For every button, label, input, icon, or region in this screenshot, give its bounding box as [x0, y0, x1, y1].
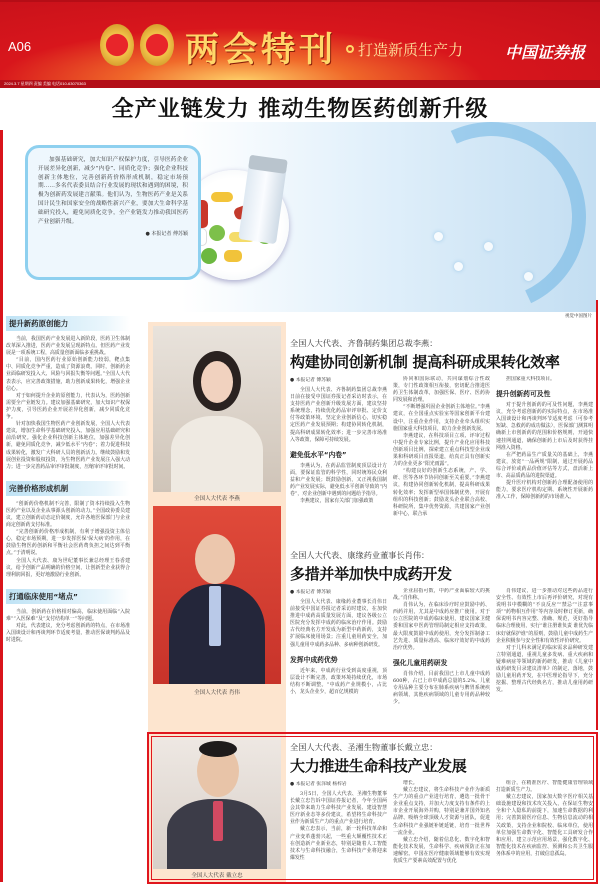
section-heading: 提升新药原创能力 — [6, 316, 130, 331]
article-column — [393, 376, 490, 526]
article-column — [496, 376, 593, 526]
paragraph: 李燕认为，在药品监管制度顶层设计方面，要保证监管的科学性，同时统筹民众利益和产业发展；既鼓励创新，又正视我国制药产业发展实际，避免低水平创新导致的“内卷”，对企业创新中遇到的问题给予指导。 — [290, 462, 387, 498]
dna-helix-icon — [369, 122, 596, 312]
page-headline: 全产业链发力 推动生物医药创新升级 — [111, 97, 489, 122]
paragraph: 肖伟建议，进一步推动对这些药品进行安全性、有效性上市后再评价研究，对现有说明书中模糊的“不良反应”“禁忌”“注意事项”“药物相互作用”等内容及时修订更新，确保说明书内容完整、准确、规范，更好指导临床合理使用，实行“谁注册谁负责 谁优先临床好就保护谁”的原则，鼓励儿童中成药生产企业积极参与安全性和有效性评价研究。 — [496, 588, 593, 644]
section-body — [6, 336, 130, 471]
paragraph: 戴立忠介绍，随着信息化、数字化和智能化技术发展，生命科学、疾病预防正在加速解密。中国在医疗健康领域能够有效实现优质生产要素高效配置与优化 — [393, 836, 490, 865]
paragraph: “创新药价格机制不完善，限制了资本持续投入生物医药产业以及企业从事源头创新的动力。”全国政协委员建议，建立创新药动态定价制度，允许各地医保部门与企业商定创新药支付标准。 — [6, 500, 130, 529]
paragraph: 提升医疗机构对创新药合理配备使用的能力，要求医疗机构定期、系统性开展新药准入工作，保障创新药的市场准入。 — [496, 480, 593, 501]
section-subtitle: 打造新质生产力 — [358, 42, 464, 59]
dateline: 2024.3.7 星期四 责编 美编 电话010-63070363 — [0, 80, 600, 88]
article-subheading: 强化儿童用药研发 — [393, 658, 448, 667]
national-emblem-icon — [100, 24, 134, 66]
molecule-dot — [484, 242, 493, 251]
paragraph: 针对加快我国生物医药产业创新发展，全国人大代表建议，增加生命科学基础研究投入，加强应用基础研究和前沿研究。强化企业科技创新主体地位，加强差异化创新，避免同质化竞争，减少低水平“内卷”；着力促进科技成果转化，激发广大科研人员的创新活力。继续鼓励和发展创业投资和股权投资，为生物医药产业发展注入强大动力；进一步完善药品审评审批制度，压缩审评审批时间。 — [6, 421, 130, 470]
paragraph: 增长。 — [403, 780, 418, 786]
photo-caption: 全国人大代表 肖伟 — [194, 690, 240, 696]
article-columns — [290, 588, 594, 716]
paragraph: “完善创新药价格形成机制，有利于增强投资主体信心，稳定市场预期，进一步发挥医保‘保大病’的作用，在鼓励生物医药创新和平衡社会医药费负担之间达到平衡点。”于清明说。 — [6, 529, 130, 557]
article-title: 构建协同创新机制 提高科研成果转化效率 — [290, 353, 560, 371]
page-border — [596, 300, 598, 730]
section-heading: 打通临床使用“堵点” — [6, 589, 130, 604]
paragraph: 对此，代表建议，充分考虑创新药的特点，在市场准入国谈设计和再谈判环节适度考量，推动医保谈判药品及时进院。 — [6, 623, 130, 644]
photo-column — [148, 322, 286, 732]
photo-caption: 全国人大代表 李燕 — [194, 496, 240, 502]
article-subheading: 提升创新药可及性 — [496, 390, 551, 399]
page-number: A06 — [8, 39, 32, 54]
paragraph: 企业屈指可数，中药产业面临较大的挑战。”肖伟称。 — [393, 588, 490, 602]
paragraph: 肖伟认为，在临床诊疗时应鼓励中药、西药并用，尤其是中成药应推广使用。对于公立医院的中成药临床使用，建议国家卫健委和国家中医药管理局制定相应支持政策，最大限度鼓励中成药使用，充分发挥制备工艺先进、质量标准高、临床疗效好的中成药治疗优势。 — [393, 602, 490, 651]
article-subheading: 避免低水平“内卷” — [290, 450, 347, 459]
paragraph: 当前，我国医药产业发展进入新阶段，医药卫生体制改革深入推进，医药产业发展呈现新特点。但医药产业发展是一项系统工程，高质量创新面临多重挑战。 — [6, 336, 130, 357]
paragraph: 协同和国际联动，共同谋划综合性政策，专门性政策相互衔接，密切配合推进医药卫生体制改革，加强医保、医疗、医药协同发展和治理。 — [393, 376, 490, 404]
paragraph: 戴立忠表示，当前，新一轮科技革命和产业变革蓬勃兴起，一些重大颠覆性技术正在创造新产业新业态，特别是随着人工智能技术与生命科技融合，生命科技产业将迎来爆发性 — [290, 826, 387, 861]
article-column — [393, 588, 490, 716]
paragraph: 全国人大代表、康为世纪董事长兼总经理王春香建议，给予创新产品明确的价格空间，让创新型企业获得合理利润回报，更好地激励行业创新。 — [6, 557, 130, 578]
photo-li-yan — [153, 326, 281, 492]
highlight-frame — [147, 732, 598, 884]
molecule-dot — [454, 262, 463, 271]
paragraph: 戴立忠建议，将生命科技产业作为新质生产力的重点产业进行培育，遴选一批骨干企业重点支持，并加大力度支持有条件的上市企业开展海外并购，特别是兼并国外知名品牌、吸纳全球顶级人才资源与团队，促进生命科技产业强链补链延链，培育一批世界一流企业。 — [393, 787, 490, 836]
paragraph: 对于提升创新药的可及性问题，李燕建议，充分考虑创新药的实际特点，在市场准入国谈设计和再谈判环节适度考虑（可参考短缺、急救药的成功做法），医保部门测算明确新上市创新药的范围和价格规则，开通快速挂网通道，确保创新药上市后及时获得挂网准入资格。 — [496, 402, 593, 451]
paragraph: 戴立忠建议，国家加大数字医疗相关基础设施建设和技术攻关投入，在保证生物安全和个人隐私的前提下，加速生命数据的利用；完善鼓励医疗信息、生物信息流动的相关政策，支持企业和院校、临床单位，使用单位加强生命数字化、智能化工具研发合作和应用，建立示范应用场景，强化数字化、智能化技术在疾病监控、预测和公共卫生服务体系中的应用，打破信息孤岛。 — [496, 794, 593, 857]
page-border — [0, 130, 3, 882]
paragraph: 肖伟介绍，目前我国已上市儿童中成药600种，占已上市中成药总量的5.2%。儿童专用品种主要分布在肺系疾病与脾胃系统疾病领域，其他疾病领域的儿童专用药品种较少。 — [393, 670, 490, 706]
paragraph: 对于如何提升企业的原创能力，代表认为，医药创新需要全产业链发力。建议加强基础研究，加大知识产权保护力度，引导医药企业开展差异化创新，减少同质化竞争。 — [6, 392, 130, 421]
intro-byline: ● 本报记者 傅苏颖 — [145, 231, 188, 238]
intro-text: 加强基础研究，加大知识产权保护力度，引导医药企业开展差异化创新，减少“内卷”、同质化竞争；强化企业科技创新主体地位，完善创新药价格形成机制，稳定市场预期……多名代表委员结合行业发展的现状和遇到的困境，积极为创新药发展建言献策。他们认为，生物医药产业是关系国计民生和国家安全的战略性新兴产业，要加大生命科学基础研究投入，避免同质化竞争，全产业链发力推动我国医药产业创新升级。 — [38, 157, 188, 225]
paragraph: 3月5日，全国人大代表、圣湘生物董事长戴立忠告诉中国证券报记者，今年全国两会其带来助力生命科技产业发展、建设智慧医疗新业态等多份建议，希望将生命科技产业作为新质生产力的重点产业进行培育。 — [290, 791, 387, 826]
paragraph: 李燕建议，在科技项目立项、评审过程中提升企业专家比例，提升产业化应用科技创新项目比例，探索建立重点科技型企业成果和科研项目直报渠道，给真正具有创新实力的企业更多“阳光雨露”。 — [393, 432, 490, 468]
article-kicker: 全国人大代表、康缘药业董事长肖伟： — [290, 550, 430, 560]
molecule-dot — [524, 272, 533, 281]
paragraph: 近年来，中成药行业受到高度重视，顶层设计不断完善，政策环境持续优化，市场结构不断调整。“中成药产业规模小，占比小，龙头企业少，超百亿规模的 — [290, 667, 387, 695]
article-kicker: 全国人大代表、圣湘生物董事长戴立忠： — [290, 742, 438, 752]
bullet-circle-icon — [346, 45, 354, 53]
article-kicker: 全国人大代表、齐鲁制药集团总裁李燕： — [290, 338, 438, 348]
article-title: 多措并举加快中成药开发 — [290, 565, 452, 583]
paragraph: 在严把药品生产质量关的基础上，李燕建议，放宽“一品两规”限制，通过开展药品综合评价或药品价值评估等方式，盘活新上市、高品质药品的进院渠道。 — [496, 451, 593, 480]
article-column — [290, 588, 387, 716]
article-subheading: 发挥中成药优势 — [290, 655, 338, 664]
page-header — [0, 0, 600, 86]
section-body — [6, 501, 130, 579]
article-li-yan — [290, 338, 594, 526]
article-title: 大力推进生命科技产业发展 — [290, 757, 467, 775]
article-column — [496, 588, 593, 716]
paragraph: 对于儿科未满足的临床需求品种研发建立特别通道，重视儿童多发病、重大疾病和疑难病症等领域的新药研发，推动《儿童中成药研发目录建议清单》的制定、落地，鼓励儿童用药开发，在中医理论指导下，充分挖掘、整理古代经典名方，推动儿童用药研发。 — [496, 644, 593, 694]
paragraph: “目前，国内医药行业原始创新能力较弱，靶点集中、同质化竞争严重，造成了资源浪费。同时，创新药企业面临研发投入大、风险与回报失衡等问题。”全国人大代表表示，应完善政策措施，助力创新成果转化，增强企业信心。 — [6, 357, 130, 392]
article-byline: ● 本报记者 傅苏颖 — [290, 378, 331, 383]
photo-xiao-wei — [153, 506, 281, 684]
newspaper-logo: 中国证券报 — [505, 43, 586, 62]
section-body — [6, 609, 130, 644]
article-column — [290, 376, 387, 526]
molecule-dot — [434, 232, 443, 241]
section-heading: 完善价格形成机制 — [6, 481, 130, 496]
paragraph: 全国人大代表、康缘药业董事长肖伟日前接受中国证券报记者采访时建议，在加快推进中成药高质量发展方面，建议各级公立医院充分发挥中成药的临床治疗作用。鼓励古代经典名方开发成为新型中药新药，支持扩展临床使用场景；注重儿童用药安全，加强儿童用中成药多品种、多病种创新研发。 — [290, 599, 387, 648]
paragraph: 组合，在精准医疗、智能健康管理领域打造新质生产力。 — [496, 780, 593, 794]
paragraph: 全国人大代表、齐鲁制药集团总裁李燕日前在接受中国证券报记者采访时表示，在支持医药产业创新升级发展方面，建议坚持系统理念，持续优化药品审评审批、定价支付等政策环境，坚定企业创新信心，切实稳定医药产业发展预期；构建协同转化机制，提高科研成果转化效率；进一步完善市场准入等政策，保障可持续发展。 — [290, 387, 387, 443]
section-title: 两会特刊 — [185, 30, 337, 70]
paragraph: “构建良好的创新生态系统，产、学、研、医等各环节协同创新至关重要。”李燕建议，构建协同创新转化机制，提高科研成果转化效率；发挥新型举国体制优势，开展有组织的科技创新；鼓励龙头企业联合高校、科研院所，集中优势资源，共建国家产业创新中心，联合承 — [393, 468, 490, 517]
article-columns — [290, 376, 594, 526]
article-byline: ● 本报记者 张泽城 杨梓岩 — [290, 782, 347, 787]
article-byline: ● 本报记者 傅苏颖 — [290, 590, 331, 595]
article-xiao-wei — [290, 550, 594, 716]
paragraph: 李燕建议，国家有关部门加强政策 — [300, 498, 374, 505]
paragraph: 担国家重大科技项目。 — [506, 376, 555, 382]
intro-box — [25, 145, 201, 280]
photo-credit: 视觉中国图片 — [565, 314, 592, 319]
paragraph: “不断增强巩固企业创新主体地位。”李燕建议，在全国重点实验室等国家创新平台建设中，注重企业作用，支持企业牵头组织实施国家重大科技项目，助力企业创新发展。 — [393, 404, 490, 432]
left-column-article — [6, 312, 130, 882]
cppcc-emblem-icon — [140, 24, 174, 66]
photo-caption: 全国人大代表 戴立忠 — [191, 873, 243, 879]
paragraph: 当前，创新药在价格相对偏高，临床使用面临“入院难”“入医保难”及“支付结构单一”等问题。 — [6, 608, 130, 622]
